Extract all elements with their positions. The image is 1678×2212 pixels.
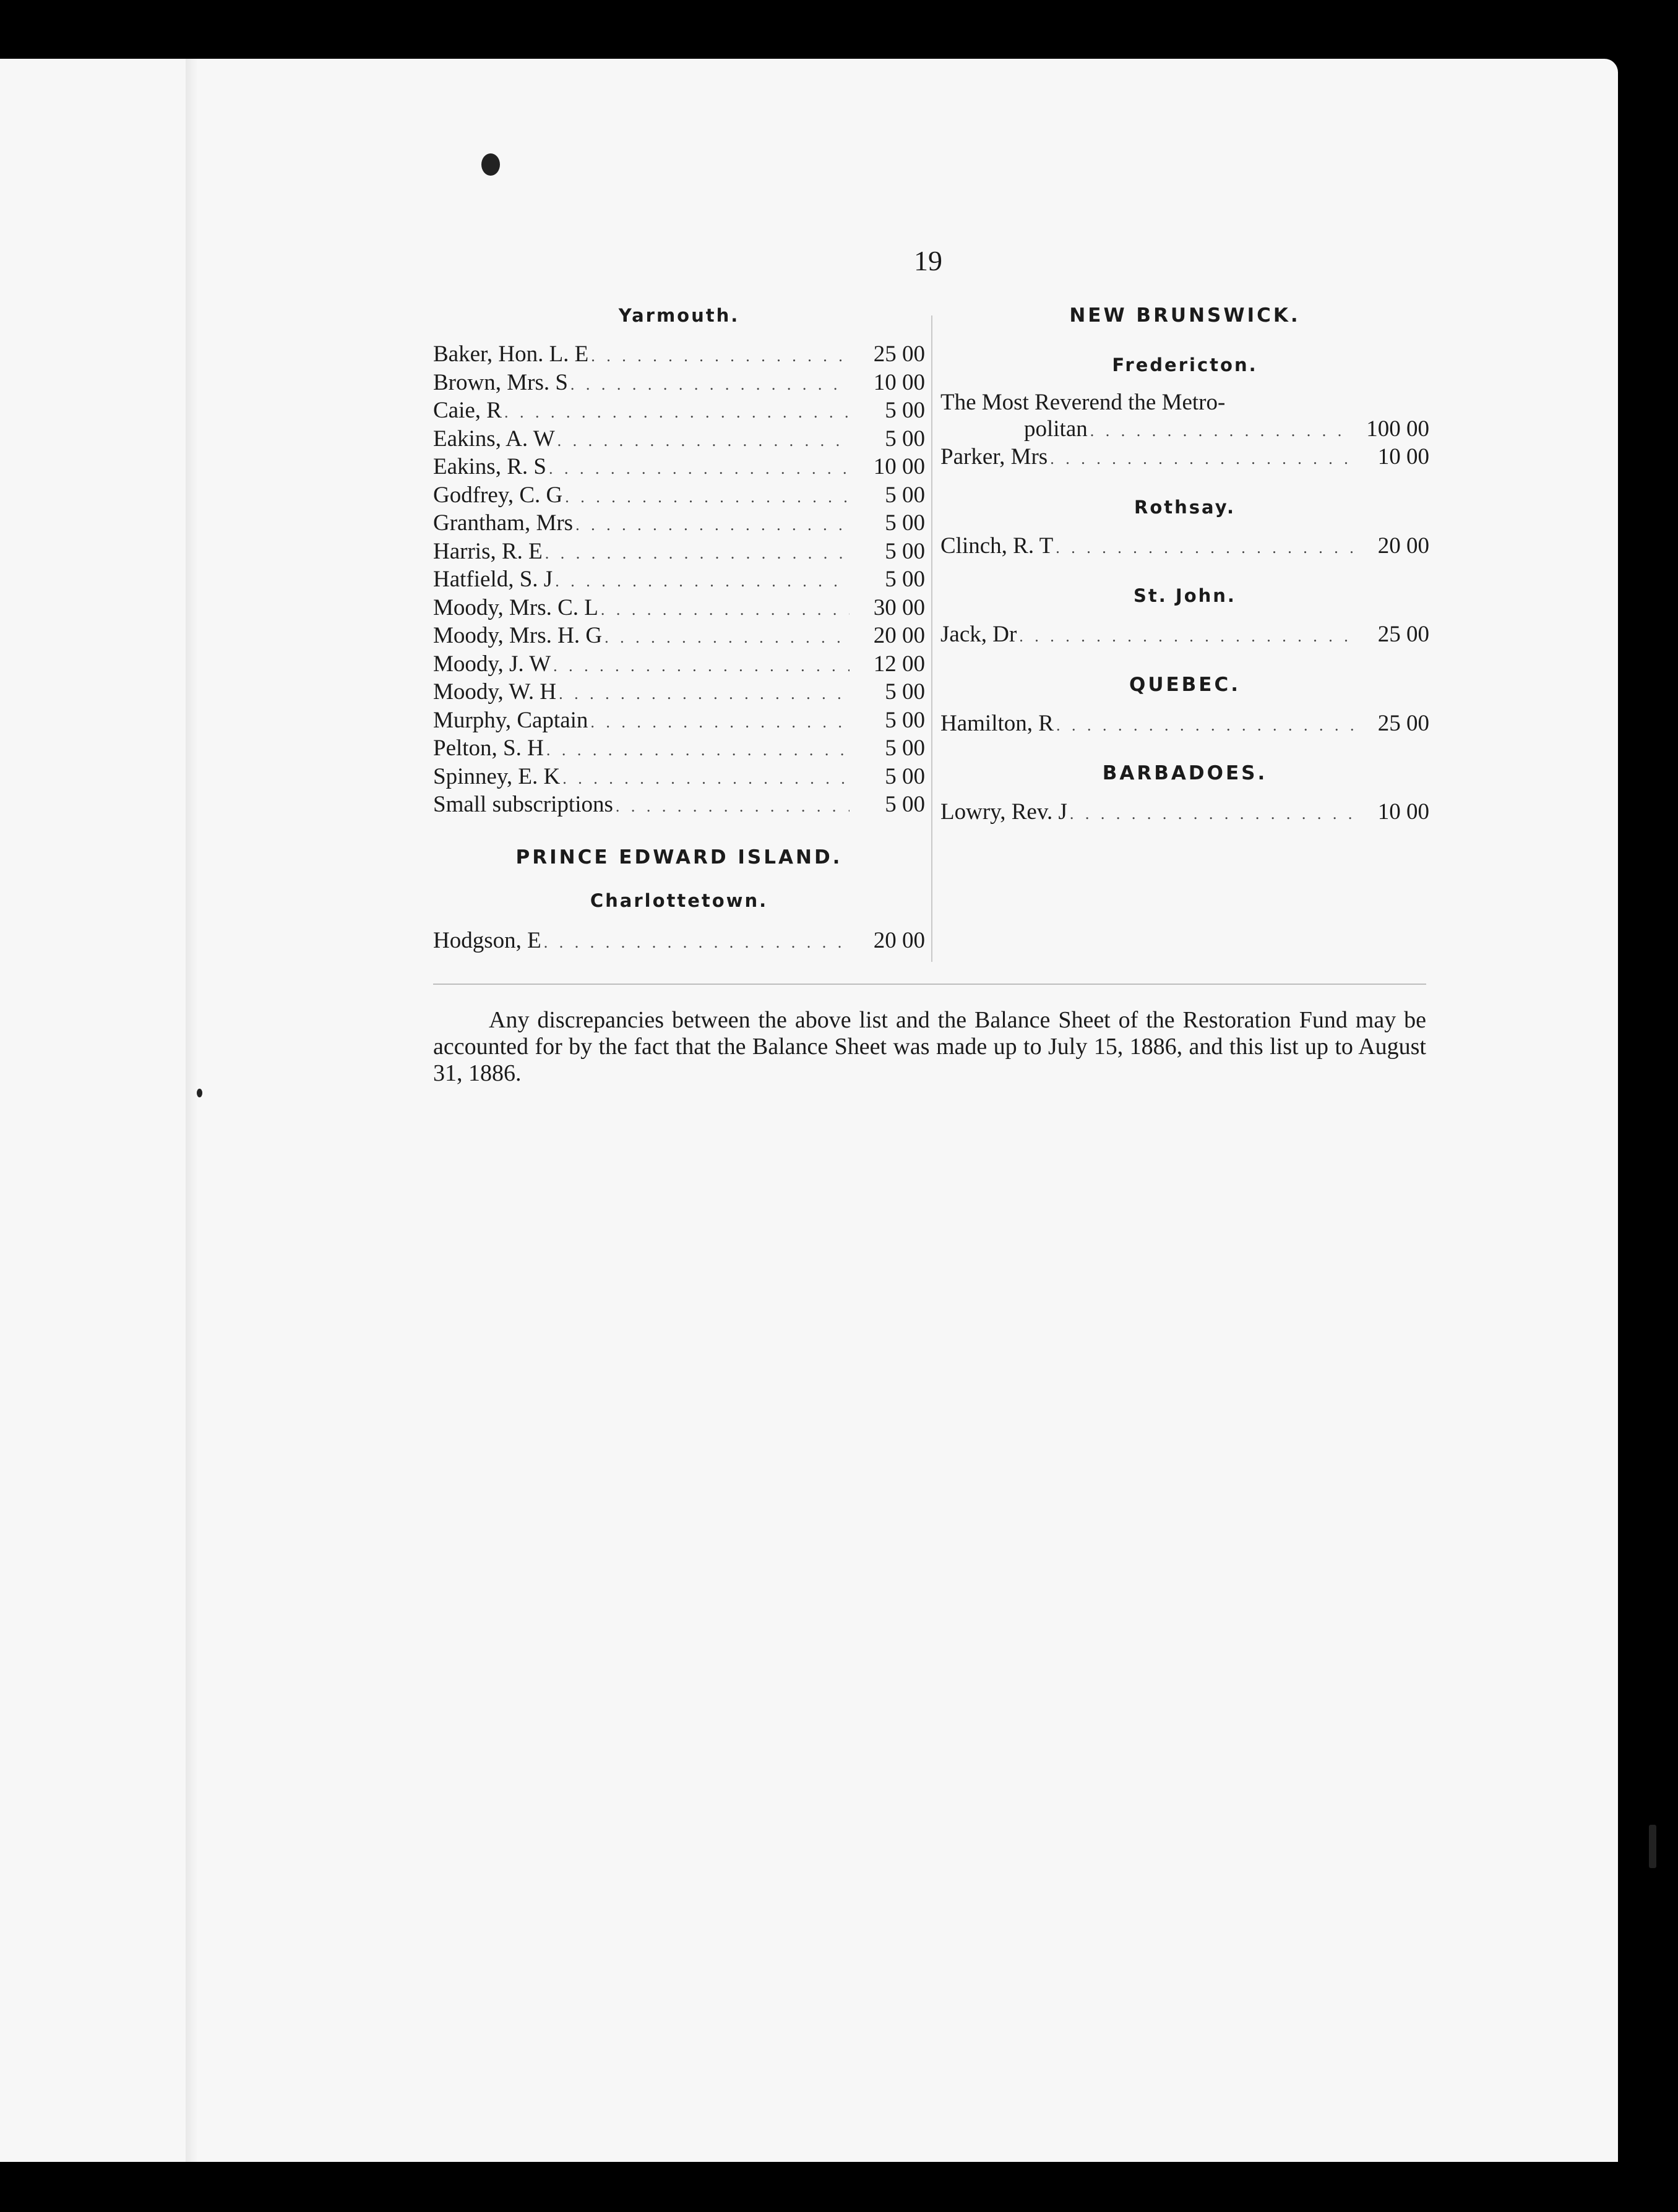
list-item: Eakins, A. W . . . 5 00: [433, 426, 925, 455]
quebec-heading: QUEBEC.: [1129, 673, 1241, 696]
charlottetown-heading: Charlottetown.: [590, 890, 768, 911]
pei-heading: PRINCE EDWARD ISLAND.: [515, 846, 843, 868]
new-brunswick-heading: NEW BRUNSWICK.: [1069, 304, 1301, 327]
list-item: Murphy, Captain . . . 5 00: [433, 708, 925, 736]
list-item: politan . . . 100 00: [940, 416, 1429, 445]
list-item: Brown, Mrs. S . . . 10 00: [433, 370, 925, 398]
left-column: [433, 303, 925, 956]
list-item: Hatfield, S. J . . . 5 00: [433, 567, 925, 595]
list-item: Pelton, S. H . . . 5 00: [433, 735, 925, 764]
ink-speck: [197, 1089, 202, 1097]
rothsay-heading: Rothsay.: [1134, 496, 1236, 518]
yarmouth-heading: Yarmouth.: [618, 305, 740, 326]
list-item: Grantham, Mrs . . . 5 00: [433, 510, 925, 539]
list-item: Jack, Dr . . . 25 00: [940, 622, 1429, 650]
list-item: Moody, W. H . . . 5 00: [433, 679, 925, 708]
list-item: Moody, J. W . . . 12 00: [433, 651, 925, 680]
section-rule: [433, 984, 1426, 985]
discrepancy-note: Any discrepancies between the above list and the Balance Sheet of the Restoration Fund may be accounted for by the fact that the Balance Sheet was made up to July 15, 1886, and this list up to August 31, 1886.: [433, 1007, 1426, 1086]
list-item: Moody, Mrs. C. L . . . 30 00: [433, 595, 925, 624]
list-item: Lowry, Rev. J . . . 10 00: [940, 799, 1429, 828]
list-item: Baker, Hon. L. E . . . 25 00: [433, 341, 925, 370]
yarmouth-list: [433, 341, 925, 820]
ink-speck: [1649, 1825, 1656, 1868]
list-item: Small subscriptions . . . 5 00: [433, 792, 925, 820]
barbadoes-heading: BARBADOES.: [1102, 762, 1268, 784]
column-divider: [931, 315, 932, 962]
list-item: Eakins, R. S . . . 10 00: [433, 454, 925, 482]
list-item: Hamilton, R . . . 25 00: [940, 711, 1429, 739]
list-item: Godfrey, C. G . . . 5 00: [433, 482, 925, 511]
list-item: Caie, R . . . 5 00: [433, 398, 925, 426]
page-fold-shadow: [186, 59, 198, 2162]
right-column: [940, 303, 1429, 828]
fredericton-heading: Fredericton.: [1112, 354, 1258, 375]
list-item: Moody, Mrs. H. G . . . 20 00: [433, 623, 925, 651]
ink-speck: [481, 153, 500, 176]
list-item: Harris, R. E . . . 5 00: [433, 539, 925, 567]
list-item: Spinney, E. K . . . 5 00: [433, 764, 925, 792]
page-number: 19: [914, 245, 942, 276]
list-item: Hodgson, E . . . 20 00: [433, 928, 925, 956]
list-item: Clinch, R. T . . . 20 00: [940, 533, 1429, 562]
list-item: Parker, Mrs . . . 10 00: [940, 444, 1429, 473]
list-item: The Most Reverend the Metro-: [940, 390, 1226, 415]
st-john-heading: St. John.: [1134, 585, 1236, 606]
